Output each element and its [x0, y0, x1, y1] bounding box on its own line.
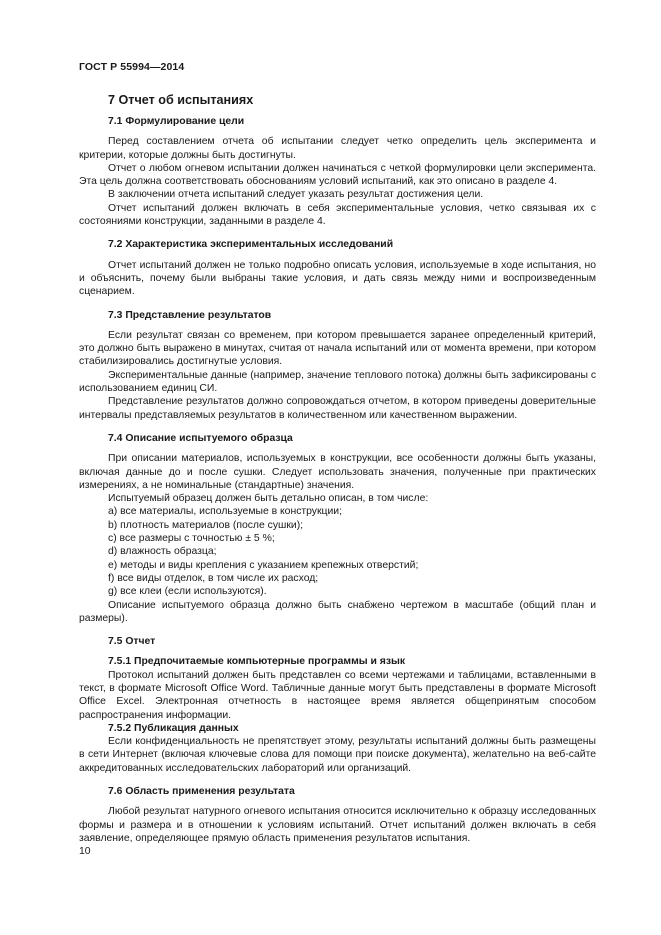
paragraph: Представление результатов должно сопровождаться отчетом, в котором приведены доверительные интервалы представляемых результатов в количественном или качественном выражении.: [79, 396, 596, 421]
paragraph: Любой результат натурного огневого испытания относится исключительно к образцу исследованных формы и размера и в отношении к условиям испытаний. Отчет испытаний должен включать в себя заявление, определяющее прямую область применения результатов испытания.: [79, 806, 596, 844]
standard-header: ГОСТ Р 55994—2014: [79, 61, 185, 73]
paragraph: Перед составлением отчета об испытании следует четко определить цель эксперимента и критерии, которые должны быть достигнуты.: [79, 136, 596, 161]
section-7-title: 7 Отчет об испытаниях: [108, 93, 254, 107]
paragraph: Отчет испытаний должен не только подробно описать условия, используемые в ходе испытания, но и объяснить, почему были выбраны такие условия, и дать связь между ними и воспроизведенным сценарием.: [79, 259, 596, 298]
list-item: c) все размеры с точностью ± 5 %;: [108, 533, 275, 545]
list-item: a) все материалы, используемые в конструкции;: [108, 506, 342, 518]
paragraph: Описание испытуемого образца должно быть снабжено чертежом в масштабе (общий план и размеры).: [79, 599, 596, 624]
section-7-4-title: 7.4 Описание испытуемого образца: [108, 432, 293, 444]
paragraph: Отчет о любом огневом испытании должен начинаться с четкой формулировки цели эксперимента. Эта цель должна соответствовать обоснованиям условий испытаний, как это описано в разделе 4.: [79, 162, 596, 188]
list-item: g) все клеи (если используются).: [108, 586, 267, 598]
page-number: 10: [79, 846, 91, 857]
paragraph: Протокол испытаний должен быть представлен со всеми чертежами и таблицами, вставленными в текст, в формате Microsoft Office Word. Табличные данные могут быть представлены в формате Microsoft Office Excel. Электронная отчетность в настоящее время является общепринятым способом распространения информации.: [79, 669, 596, 721]
list-item: e) методы и виды крепления с указанием крепежных отверстий;: [108, 559, 419, 571]
section-7-5-title: 7.5 Отчет: [108, 636, 156, 648]
section-7-5-1-title: 7.5.1 Предпочитаемые компьютерные программы и язык: [108, 656, 406, 668]
paragraph: Если результат связан со временем, при котором превышается заранее определенный критерий, это должно быть выражено в минутах, считая от начала испытаний или от момента времени, при котором стабилизировались достигнутые условия.: [79, 329, 596, 368]
list-item: d) влажность образца;: [108, 546, 217, 558]
section-7-2-title: 7.2 Характеристика экспериментальных исследований: [108, 239, 394, 251]
section-7-1-title: 7.1 Формулирование цели: [108, 116, 245, 127]
paragraph: При описании материалов, используемых в конструкции, все особенности должны быть указаны, включая данные до и после сушки. Следует использовать значения, полученные при практических измерениях, а не номинальные (стандартные) значения.: [79, 453, 596, 491]
paragraph: Испытуемый образец должен быть детально описан, в том числе:: [108, 493, 429, 505]
paragraph: Если конфиденциальность не препятствует этому, результаты испытаний должны быть размещены в сети Интернет (включая ключевые слова для помощи при поиске документа), желательно на веб-сайте аккредитованных исследовательских лабораторий или организаций.: [79, 736, 596, 774]
list-item: f) все виды отделок, в том числе их расход;: [108, 572, 319, 584]
section-7-3-title: 7.3 Представление результатов: [108, 309, 272, 321]
page-content: [79, 92, 596, 845]
section-7-5-2-title: 7.5.2 Публикация данных: [108, 722, 239, 734]
paragraph: Отчет испытаний должен включать в себя экспериментальные условия, четко связывая их с состояниями конструкции, заданными в разделе 4.: [79, 202, 596, 228]
sample-description-list: [79, 505, 596, 598]
section-7-6-title: 7.6 Область применения результата: [108, 786, 295, 798]
list-item: b) плотность материалов (после сушки);: [108, 519, 304, 531]
paragraph: Экспериментальные данные (например, значение теплового потока) должны быть зафиксированы с использованием единиц СИ.: [79, 369, 597, 395]
paragraph: В заключении отчета испытаний следует указать результат достижения цели.: [108, 189, 484, 201]
